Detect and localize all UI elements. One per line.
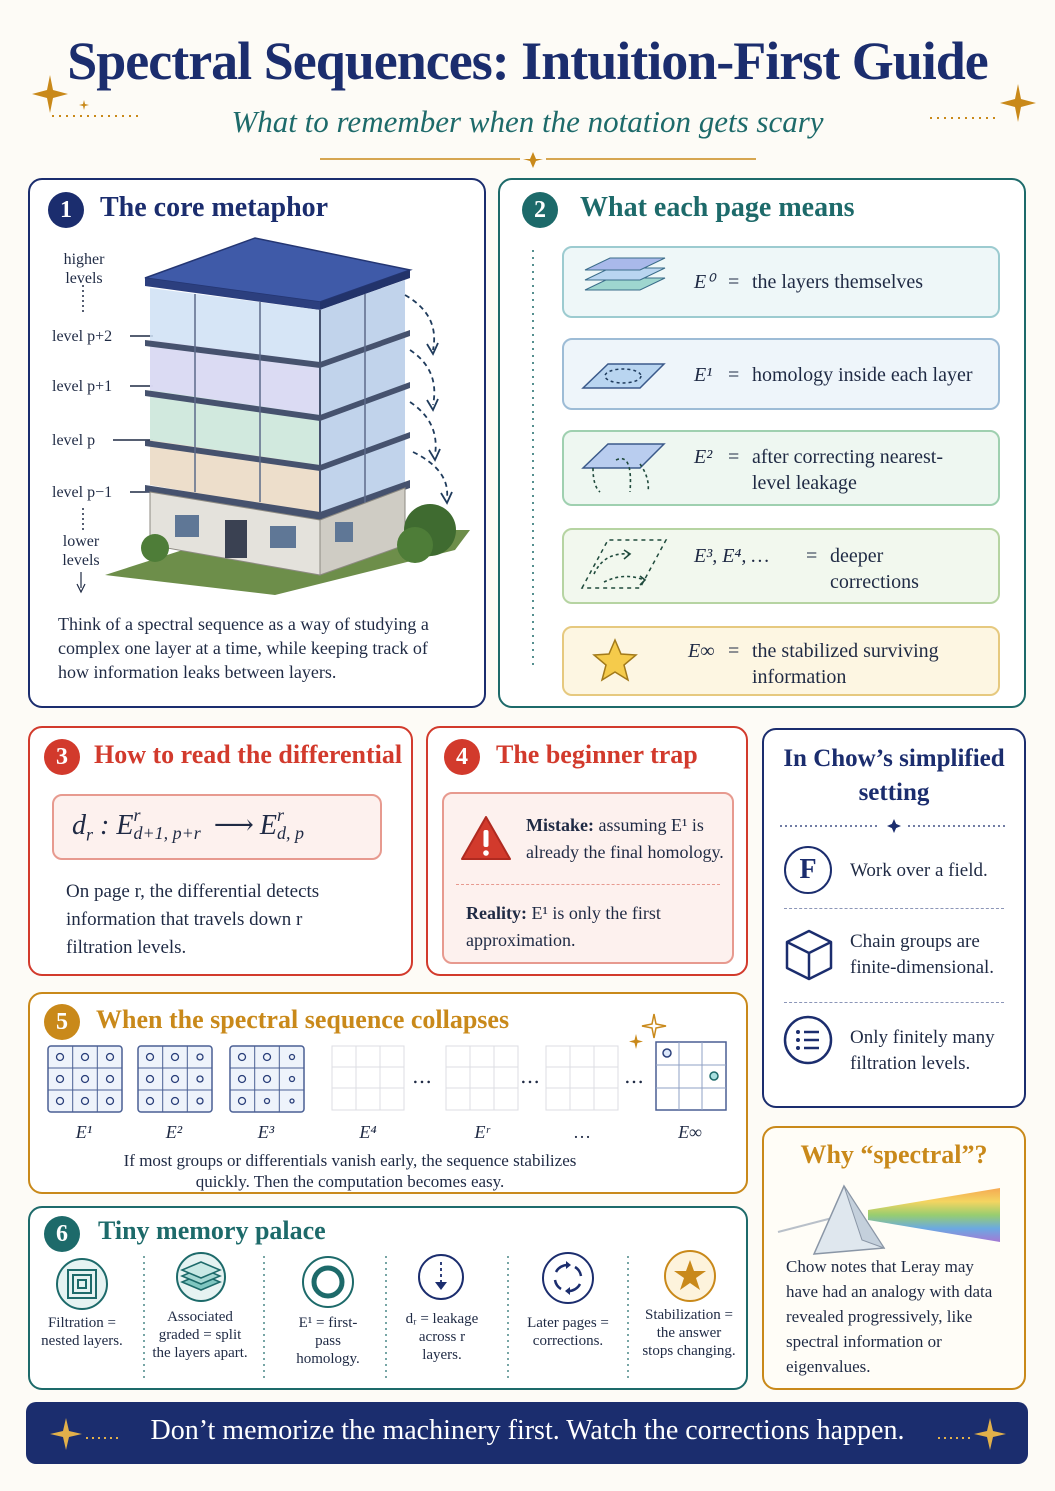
formula-colon-e: : E	[93, 810, 134, 841]
page-e2-term: E²	[694, 446, 713, 468]
prism-icon	[774, 1180, 1014, 1264]
deeper-corrections-icon	[574, 532, 670, 600]
why-text: Chow notes that Leray may have had an analogy with data revealed progressively, like spectral information or eigenvalues.	[786, 1257, 993, 1376]
label-er: Eʳ	[474, 1122, 490, 1142]
homology-layer-icon	[578, 350, 668, 400]
memory-stabilization: Stabilization = the answer stops changing.	[642, 1307, 736, 1359]
formula-sub2: d, p	[277, 822, 305, 843]
grid-edots	[546, 1046, 618, 1110]
page-e2-eq: =	[728, 446, 740, 468]
ellipsis-1: …	[412, 1064, 432, 1088]
cycle-arrows-icon	[540, 1250, 596, 1306]
cube-icon	[784, 928, 834, 982]
page-e1-term: E¹	[694, 364, 713, 386]
grid-e1	[48, 1046, 122, 1112]
formula-sub1: d+1, p+r	[133, 822, 201, 843]
ring-icon	[300, 1254, 356, 1310]
chow-sep-2	[784, 1002, 1004, 1003]
page-subtitle: What to remember when the notation gets scary	[231, 104, 824, 139]
section1-text: Think of a spectral sequence as a way of studying a complex one layer at a time, while keeping track of how information leaks between layers.	[58, 614, 429, 682]
down-arrow-icon	[416, 1252, 466, 1302]
label-edots: …	[573, 1122, 591, 1142]
memory-dr: dᵣ = leakage across r layers.	[405, 1311, 479, 1363]
memory-later: Later pages = corrections.	[527, 1315, 609, 1349]
page-title: Spectral Sequences: Intuition-First Guide	[67, 31, 988, 91]
footer-sparkle-right-icon	[934, 1414, 1014, 1454]
section5-title: When the spectral sequence collapses	[96, 1005, 510, 1034]
section3-text: On page r, the differential detects information that travels down r filtration levels.	[66, 881, 320, 958]
section6-title: Tiny memory palace	[98, 1216, 326, 1245]
reality-text	[466, 900, 686, 954]
why-title: Why “spectral”?	[800, 1140, 988, 1169]
level-pm1-label: level p−1	[52, 484, 113, 501]
ellipsis-2: …	[520, 1064, 540, 1088]
field-icon: F	[784, 846, 832, 894]
page-e3-eq: =	[806, 545, 818, 567]
section5-text: If most groups or differentials vanish early, the sequence stabilizes quickly. Then the computation becomes easy.	[123, 1151, 577, 1191]
section3-title: How to read the differential	[94, 740, 403, 769]
page-e1-eq: =	[728, 364, 740, 386]
page-einf-desc: the stabilized surviving information	[752, 640, 939, 688]
page-einf-eq: =	[728, 640, 740, 662]
page-e2-desc: after correcting nearest-level leakage	[752, 446, 943, 494]
stacked-layers-icon	[172, 1252, 230, 1302]
section-number-6: 6	[44, 1216, 80, 1252]
chow-item-finite-levels: Only finitely many filtration levels.	[850, 1027, 995, 1074]
level-p2-label: level p+2	[52, 328, 113, 345]
layers-icon	[580, 256, 670, 308]
section1-title: The core metaphor	[100, 192, 329, 223]
warning-icon	[460, 814, 512, 862]
chow-divider	[780, 816, 1008, 836]
grid-er	[446, 1046, 518, 1110]
trap-divider	[456, 884, 720, 885]
pages-timeline	[525, 250, 545, 690]
label-e1: E¹	[75, 1122, 93, 1142]
formula-sub-r: r	[86, 824, 94, 845]
page-e3-term: E³, E⁴, …	[694, 545, 770, 567]
list-icon	[782, 1014, 834, 1066]
section-number-4: 4	[444, 739, 480, 775]
formula-sup2: r	[277, 804, 285, 825]
star-badge-icon	[662, 1248, 718, 1304]
page-e0-desc: the layers themselves	[752, 271, 924, 293]
formula-sup1: r	[133, 804, 141, 825]
formula-arrow: ⟶	[213, 810, 254, 841]
page-e1-desc: homology inside each layer	[752, 364, 973, 386]
level-lower-label: lower levels	[62, 533, 100, 569]
memory-graded: Associated graded = split the layers apart.	[152, 1309, 248, 1361]
mistake-label: Mistake:	[526, 815, 594, 835]
chow-item-field: Work over a field.	[850, 860, 988, 881]
label-einf: E∞	[678, 1122, 702, 1142]
grid-e3	[230, 1046, 304, 1112]
page-e0-eq: =	[728, 271, 740, 293]
level-p1-label: level p+1	[52, 378, 113, 395]
mistake-body: assuming E¹ is already the final homology.	[526, 815, 724, 862]
star-icon	[592, 638, 638, 682]
section2-title: What each page means	[580, 192, 855, 223]
mistake-text	[526, 812, 730, 866]
grid-e2	[138, 1046, 212, 1112]
formula-e2: E	[259, 810, 278, 841]
memory-e1: E¹ = first-pass homology.	[296, 1315, 360, 1367]
section-number-5: 5	[44, 1004, 80, 1040]
differential-formula	[72, 804, 305, 846]
building-illustration	[75, 230, 475, 600]
footer-sparkle-left-icon	[46, 1414, 126, 1454]
footer-text: Don’t memorize the machinery first. Watch the corrections happen.	[150, 1415, 905, 1446]
section-number-1: 1	[48, 192, 84, 228]
label-e2: E²	[165, 1122, 183, 1142]
nearest-leak-icon	[578, 438, 668, 498]
section-number-3: 3	[44, 739, 80, 775]
chow-item-finite-dim: Chain groups are finite-dimensional.	[850, 931, 995, 978]
page-e3-desc: deeper corrections	[830, 545, 919, 593]
grid-e4	[332, 1046, 404, 1110]
page-e0-term: E⁰	[694, 271, 715, 293]
level-p-label: level p	[52, 432, 96, 449]
chow-title: In Chow’s simplified setting	[783, 745, 1005, 806]
section4-title: The beginner trap	[496, 740, 698, 769]
reality-body: E¹ is only the first approximation.	[466, 903, 661, 950]
title-divider	[320, 150, 760, 170]
memory-filtration: Filtration = nested layers.	[41, 1315, 123, 1349]
page-einf-term: E∞	[688, 640, 715, 662]
ellipsis-3: …	[624, 1064, 644, 1088]
label-e3: E³	[257, 1122, 275, 1142]
grid-einf	[656, 1042, 726, 1110]
nested-squares-icon	[54, 1256, 110, 1312]
section-number-2: 2	[522, 192, 558, 228]
chow-sep-1	[784, 908, 1004, 909]
reality-label: Reality:	[466, 903, 527, 923]
formula-d: d	[72, 810, 86, 841]
label-e4: E⁴	[359, 1122, 377, 1142]
level-higher-label: higher levels	[63, 251, 105, 287]
